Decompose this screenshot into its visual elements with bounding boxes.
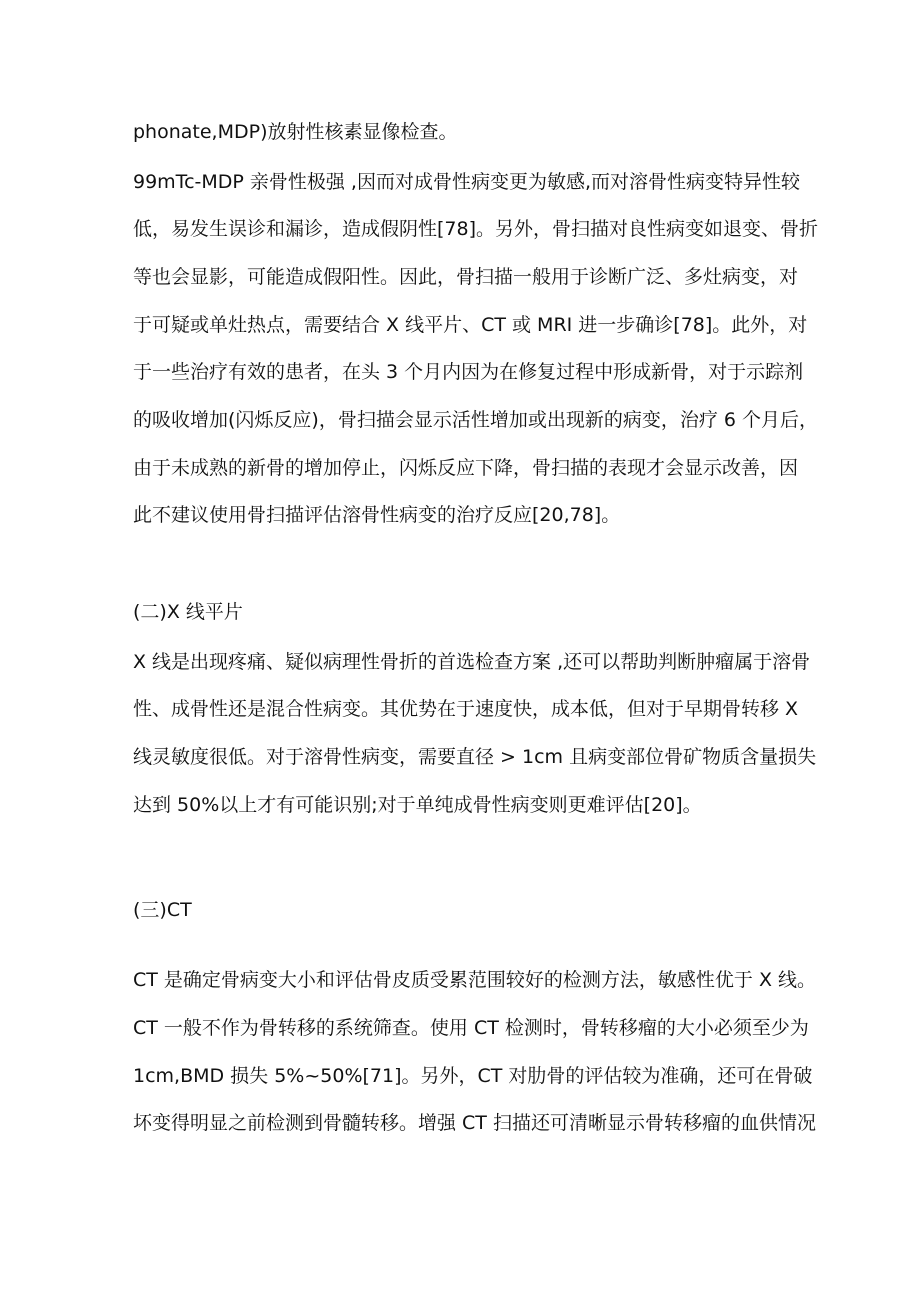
- paragraph-line: 达到 50%以上才有可能识别;对于单纯成骨性病变则更难评估[20]。: [133, 794, 702, 816]
- paragraph-line: 性、成骨性还是混合性病变。其优势在于速度快，成本低，但对于早期骨转移 X: [133, 698, 799, 720]
- paragraph-line: 的吸收增加(闪烁反应)，骨扫描会显示活性增加或出现新的病变，治疗 6 个月后，: [133, 409, 818, 431]
- paragraph-line: CT 一般不作为骨转移的系统筛查。使用 CT 检测时，骨转移瘤的大小必须至少为: [133, 1017, 809, 1039]
- paragraph-line: 由于未成熟的新骨的增加停止，闪烁反应下降，骨扫描的表现才会显示改善，因: [133, 457, 799, 479]
- intro-tail-line: phonate,MDP)放射性核素显像检查。: [133, 121, 458, 143]
- paragraph-line: 1cm,BMD 损失 5%~50%[71]。另外，CT 对肋骨的评估较为准确，还可在骨破: [133, 1065, 813, 1087]
- paragraph-line: 于一些治疗有效的患者，在头 3 个月内因为在修复过程中形成新骨，对于示踪剂: [133, 361, 804, 383]
- paragraph-line: X 线是出现疼痛、疑似病理性骨折的首选检查方案 ,还可以帮助判断肿瘤属于溶骨: [133, 651, 811, 673]
- paragraph-line: 等也会显影，可能造成假阳性。因此，骨扫描一般用于诊断广泛、多灶病变，对: [133, 266, 799, 288]
- section-heading-xray: (二)X 线平片: [133, 601, 243, 623]
- paragraph-line: CT 是确定骨病变大小和评估骨皮质受累范围较好的检测方法，敏感性优于 X 线。: [133, 969, 817, 991]
- paragraph-line: 此不建议使用骨扫描评估溶骨性病变的治疗反应[20,78]。: [133, 504, 621, 526]
- section-heading-ct: (三)CT: [133, 899, 192, 921]
- paragraph-line: 于可疑或单灶热点，需要结合 X 线平片、CT 或 MRI 进一步确诊[78]。此外，对: [133, 314, 808, 336]
- paragraph-line: 线灵敏度很低。对于溶骨性病变，需要直径 > 1cm 且病变部位骨矿物质含量损失: [133, 746, 817, 768]
- paragraph-line: 低，易发生误诊和漏诊，造成假阴性[78]。另外，骨扫描对良性病变如退变、骨折: [133, 218, 819, 240]
- paragraph-line: 99mTc-MDP 亲骨性极强 ,因而对成骨性病变更为敏感,而对溶骨性病变特异性较: [133, 171, 801, 193]
- paragraph-line: 坏变得明显之前检测到骨髓转移。增强 CT 扫描还可清晰显示骨转移瘤的血供情况: [133, 1112, 816, 1134]
